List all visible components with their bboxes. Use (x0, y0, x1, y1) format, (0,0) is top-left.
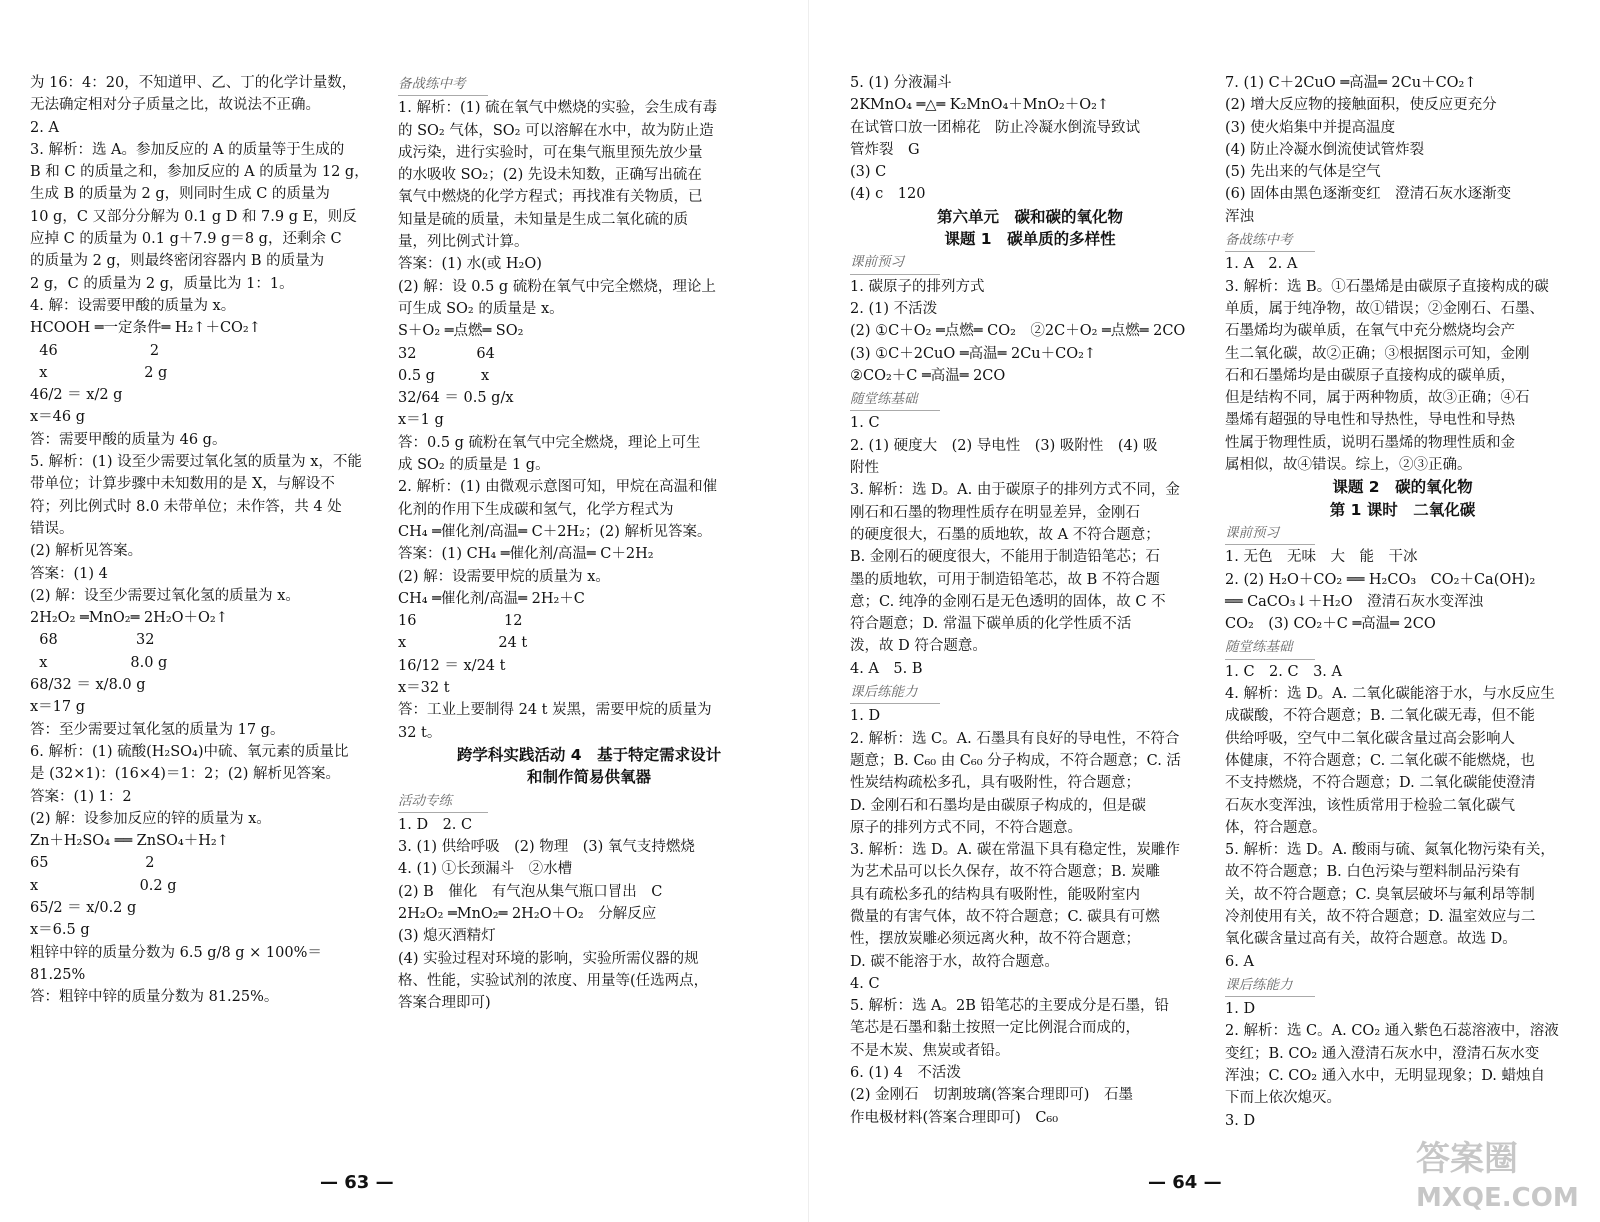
text-line: 46/2 ＝ x/2 g (30, 387, 123, 404)
text-line: 3. 解析：选 D。A. 碳在常温下具有稳定性，炭雕作 (850, 842, 1180, 859)
text-line: 6. 解析：(1) 硫酸(H₂SO₄)中硫、氧元素的质量比 (30, 743, 349, 760)
section-label: 活动专练 (398, 790, 488, 813)
text-line: 符合题意；D. 常温下碳单质的化学性质不活 (850, 616, 1132, 633)
text-line: 81.25% (30, 966, 86, 983)
text-line: x＝32 t (398, 680, 450, 697)
text-line: 符；列比例式时 8.0 未带单位；未作答，共 4 处 (30, 498, 342, 515)
text-line: D. 金刚石和石墨均是由碳原子构成的，但是碳 (850, 797, 1146, 814)
text-line: 1. A 2. A (1225, 256, 1298, 273)
text-line: (3) 使火焰集中并提高温度 (1225, 119, 1396, 136)
text-line: x 24 t (398, 635, 528, 652)
text-line: 体，符合题意。 (1225, 819, 1327, 836)
text-line: 4. (1) ①长颈漏斗 ②水槽 (398, 861, 573, 878)
text-line: (2) ①C＋O₂ ═点燃═ CO₂ ②2C＋O₂ ═点燃═ 2CO (850, 323, 1186, 340)
text-line: 无法确定相对分子质量之比，故说法不正确。 (30, 97, 320, 114)
text-line: 化剂的作用下生成碳和氢气，化学方程式为 (398, 501, 674, 518)
text-line: 68/32 ＝ x/8.0 g (30, 677, 146, 694)
text-line: 2KMnO₄ ═△═ K₂MnO₄＋MnO₂＋O₂↑ (850, 97, 1110, 114)
text-line: 是 (32×1)：(16×4)＝1：2；(2) 解析见答案。 (30, 766, 340, 783)
text-line: 下而上依次熄灭。 (1225, 1090, 1341, 1107)
watermark-text: 答案圈 (1416, 1139, 1518, 1179)
text-line: (2) 增大反应物的接触面积，使反应更充分 (1225, 97, 1497, 114)
text-line: 答案：(1) 4 (30, 565, 108, 582)
text-line: HCOOH ═一定条件═ H₂↑＋CO₂↑ (30, 320, 261, 337)
text-line: 泼，故 D 符合题意。 (850, 638, 987, 655)
text-line: 2. (1) 硬度大 (2) 导电性 (3) 吸附性 (4) 吸 (850, 437, 1158, 454)
text-line: 1. D (1225, 1001, 1256, 1018)
text-line: 答：需要甲酸的质量为 46 g。 (30, 431, 227, 448)
text-line: 笔芯是石墨和黏土按照一定比例混合而成的， (850, 1020, 1140, 1037)
text-line: 5. 解析：选 A。2B 铅笔芯的主要成分是石墨，铅 (850, 998, 1170, 1015)
text-line: CH₄ ═催化剂/高温═ 2H₂＋C (398, 590, 585, 607)
text-line: B 和 C 的质量之和，参加反应的 A 的质量为 12 g， (30, 164, 369, 181)
text-line: 石和石墨烯均是由碳原子直接构成的碳单质， (1225, 367, 1515, 384)
text-line: x 0.2 g (30, 877, 177, 894)
text-line: 2. A (30, 119, 59, 136)
text-line: 16/12 ＝ x/24 t (398, 657, 506, 674)
text-line: (3) ①C＋2CuO ═高温═ 2Cu＋CO₂↑ (850, 345, 1097, 362)
text-line: 性属于物理性质，说明石墨烯的物理性质和金 (1225, 434, 1515, 451)
text-line: 2H₂O₂ ═MnO₂═ 2H₂O＋O₂↑ (30, 610, 228, 627)
text-line: 体健康，不符合题意；C. 二氧化碳不能燃烧，也 (1225, 752, 1535, 769)
section-heading: 第 1 课时 二氧化碳 (1329, 500, 1476, 519)
text-line: 故不符合题意；B. 白色污染与塑料制品污染有 (1225, 864, 1521, 881)
text-line: 答：0.5 g 硫粉在氧气中完全燃烧，理论上可生 (398, 434, 701, 451)
text-line: 性炭结构疏松多孔，具有吸附性，符合题意； (850, 775, 1140, 792)
text-line: 浑浊 (1225, 208, 1254, 225)
section-label: 备战练中考 (398, 73, 488, 96)
text-line: 属相似，故④错误。综上，②③正确。 (1225, 457, 1472, 474)
text-line: x＝6.5 g (30, 922, 90, 939)
page-number-left: — 63 — (320, 1172, 394, 1193)
text-line: 错误。 (30, 520, 74, 537)
text-line: 65/2 ＝ x/0.2 g (30, 899, 137, 916)
text-line: 不支持燃烧，不符合题意；D. 二氧化碳能使澄清 (1225, 775, 1536, 792)
section-heading: 和制作简易供氧器 (526, 768, 651, 787)
text-line: 答：至少需要过氧化氢的质量为 17 g。 (30, 721, 285, 738)
text-line: 浑浊；C. CO₂ 通入水中，无明显现象；D. 蜡烛自 (1225, 1068, 1546, 1085)
text-line: 2. 解析：选 C。A. CO₂ 通入紫色石蕊溶液中，溶液 (1225, 1023, 1559, 1040)
text-line: (2) 金刚石 切割玻璃(答案合理即可) 石墨 (850, 1087, 1133, 1104)
text-line: 的水吸收 SO₂；(2) 先设未知数，正确写出硫在 (398, 167, 702, 184)
column-2 (398, 72, 780, 1014)
text-line: 1. 碳原子的排列方式 (850, 278, 985, 295)
text-line: CO₂ (3) CO₂＋C ═高温═ 2CO (1225, 616, 1436, 633)
text-line: 16 12 (398, 613, 523, 630)
text-line: S＋O₂ ═点燃═ SO₂ (398, 323, 524, 340)
text-line: (2) 解：设需要甲烷的质量为 x。 (398, 568, 610, 585)
text-line: 2. 解析：选 C。A. 石墨具有良好的导电性，不符合 (850, 730, 1180, 747)
text-line: 2 g，C 的质量为 2 g，质量比为 1：1。 (30, 275, 294, 292)
text-line: 具有疏松多孔的结构具有吸附性，能吸附室内 (850, 886, 1140, 903)
section-heading: 跨学科实践活动 4 基于特定需求设计 (456, 745, 722, 764)
section-label: 随堂练基础 (1225, 636, 1315, 659)
text-line: 题意；B. C₆₀ 由 C₆₀ 分子构成，不符合题意；C. 活 (850, 752, 1181, 769)
text-line: 格、性能，实验试剂的浓度、用量等(任选两点， (398, 972, 709, 989)
text-line: x＝1 g (398, 412, 444, 429)
text-line: 2H₂O₂ ═MnO₂═ 2H₂O＋O₂ 分解反应 (398, 905, 657, 922)
text-line: 生成 B 的质量为 2 g，则同时生成 C 的质量为 (30, 186, 330, 203)
page-number-right: — 64 — (1148, 1172, 1222, 1193)
text-line: 5. (1) 分液漏斗 (850, 75, 952, 91)
text-line: B. 金刚石的硬度很大，不能用于制造铅笔芯；石 (850, 549, 1160, 566)
section-label: 课后练能力 (1225, 974, 1315, 997)
text-line: Zn＋H₂SO₄ ══ ZnSO₄＋H₂↑ (30, 833, 229, 850)
text-line: 墨的质地软，可用于制造铅笔芯，故 B 不符合题 (850, 571, 1160, 588)
text-line: 5. 解析：(1) 设至少需要过氧化氢的质量为 x，不能 (30, 454, 362, 471)
text-line: (2) 解：设参加反应的锌的质量为 x。 (30, 810, 271, 827)
text-line: 意；C. 纯净的金刚石是无色透明的固体，故 C 不 (850, 593, 1166, 610)
section-heading: 第六单元 碳和碳的氧化物 (936, 207, 1123, 226)
text-line: (4) c 120 (850, 186, 926, 203)
text-line: 2. (2) H₂O＋CO₂ ══ H₂CO₃ CO₂＋Ca(OH)₂ (1225, 571, 1536, 588)
text-line: 的硬度很大，石墨的质地软，故 A 不符合题意； (850, 526, 1160, 543)
section-label: 课后练能力 (850, 681, 940, 704)
text-line: 46 2 (30, 342, 160, 359)
text-line: 关，故不符合题意；C. 臭氧层破坏与氟利昂等制 (1225, 886, 1535, 903)
text-line: 答案：(1) 水(或 H₂O) (398, 256, 542, 273)
text-line: 氧气中燃烧的化学方程式；再找准有关物质，已 (398, 189, 703, 206)
text-line: 5. 解析：选 D。A. 酸雨与硫、氮氧化物污染有关， (1225, 842, 1555, 859)
text-line: 变红；B. CO₂ 通入澄清石灰水中，澄清石灰水变 (1225, 1045, 1540, 1062)
text-line: 附性 (850, 460, 879, 477)
text-line: 3. 解析：选 B。①石墨烯是由碳原子直接构成的碳 (1225, 278, 1549, 295)
text-line: ②CO₂＋C ═高温═ 2CO (850, 367, 1006, 384)
text-line: 2. (1) 不活泼 (850, 300, 938, 317)
text-line: 单质，属于纯净物，故①错误；②金刚石、石墨、 (1225, 300, 1544, 317)
text-line: 1. C (850, 415, 880, 432)
column-4 (1225, 72, 1580, 1132)
text-line: 10 g，C 又部分分解为 0.1 g D 和 7.9 g E，则反 (30, 208, 357, 225)
text-line: 知量是硫的质量，未知量是生成二氧化硫的质 (398, 211, 688, 228)
text-line: 的 SO₂ 气体，SO₂ 可以溶解在水中，故为防止造 (398, 122, 714, 139)
text-line: 3. 解析：选 A。参加反应的 A 的质量等于生成的 (30, 141, 345, 158)
text-line: 65 2 (30, 855, 155, 872)
text-line: 答案合理即可) (398, 995, 491, 1012)
text-line: 应掉 C 的质量为 0.1 g＋7.9 g＝8 g，还剩余 C (30, 231, 342, 248)
text-line: 1. D (850, 708, 881, 725)
page-fold (808, 0, 809, 1222)
text-line: (4) 防止冷凝水倒流使试管炸裂 (1225, 141, 1425, 158)
section-label: 随堂练基础 (850, 388, 940, 411)
text-line: 成污染，进行实验时，可在集气瓶里预先放少量 (398, 144, 703, 161)
text-line: 32 64 (398, 345, 495, 362)
text-line: 3. 解析：选 D。A. 由于碳原子的排列方式不同，金 (850, 482, 1180, 499)
text-line: 6. (1) 4 不活泼 (850, 1065, 961, 1082)
text-line: 刚石和石墨的物理性质存在明显差异，金刚石 (850, 504, 1140, 521)
text-line: (2) 解：设至少需要过氧化氢的质量为 x。 (30, 587, 300, 604)
text-line: 4. 解析：选 D。A. 二氧化碳能溶于水，与水反应生 (1225, 686, 1555, 703)
text-line: 4. C (850, 975, 880, 992)
text-line: 生二氧化碳，故②正确；③根据图示可知，金刚 (1225, 345, 1530, 362)
text-line: 管炸裂 G (850, 141, 920, 158)
text-line: 石墨烯均为碳单质，在氧气中充分燃烧均会产 (1225, 323, 1515, 340)
text-line: 68 32 (30, 632, 155, 649)
section-heading: 课题 2 碳的氧化物 (1332, 478, 1473, 497)
text-line: (5) 先出来的气体是空气 (1225, 164, 1381, 181)
text-line: 冷剂使用有关，故不符合题意；D. 温室效应与二 (1225, 908, 1536, 925)
section-label: 备战练中考 (1225, 229, 1315, 252)
text-line: 带单位；计算步骤中未知数用的是 X，与解设不 (30, 476, 335, 493)
text-line: 作电极材料(答案合理即可) C₆₀ (850, 1109, 1059, 1126)
text-line: 1. 无色 无味 大 能 干冰 (1225, 549, 1418, 566)
text-line: x 2 g (30, 364, 168, 381)
text-line: 不是木炭、焦炭或者铅。 (850, 1042, 1010, 1059)
text-line: CH₄ ═催化剂/高温═ C＋2H₂；(2) 解析见答案。 (398, 523, 712, 540)
text-line: (2) B 催化 有气泡从集气瓶口冒出 C (398, 883, 663, 900)
text-line: 供给呼吸，空气中二氧化碳含量过高会影响人 (1225, 730, 1515, 747)
text-line: 3. D (1225, 1112, 1256, 1129)
text-line: 在试管口放一团棉花 防止冷凝水倒流导致试 (850, 119, 1140, 136)
text-line: (3) 熄灭酒精灯 (398, 928, 496, 945)
svg-text:MXQE.COM: MXQE.COM (1416, 1183, 1579, 1213)
text-line: 墨烯有超强的导电性和导热性，导电性和导热 (1225, 412, 1515, 429)
text-line: 答案：(1) 1：2 (30, 788, 132, 805)
text-line: D. 碳不能溶于水，故符合题意。 (850, 953, 1059, 970)
text-line: 的质量为 2 g，则最终密闭容器内 B 的质量为 (30, 253, 325, 270)
text-line: 为艺术品可以长久保存，故不符合题意；B. 炭雕 (850, 864, 1160, 881)
watermark-logo (1408, 1130, 1588, 1215)
text-line: 1. D 2. C (398, 816, 473, 833)
text-line: 0.5 g x (398, 367, 490, 384)
text-line: 2. 解析：(1) 由微观示意图可知，甲烷在高温和催 (398, 479, 718, 496)
text-line: 微量的有害气体，故不符合题意；C. 碳具有可燃 (850, 908, 1160, 925)
text-line: 为 16：4：20，不知道甲、乙、丁的化学计量数， (30, 75, 357, 91)
text-line: 3. (1) 供给呼吸 (2) 物理 (3) 氧气支持燃烧 (398, 839, 695, 856)
section-label: 课前预习 (1225, 522, 1315, 545)
text-line: (3) C (850, 164, 887, 181)
text-line: 石灰水变浑浊，该性质常用于检验二氧化碳气 (1225, 797, 1515, 814)
column-1 (30, 72, 400, 1008)
text-line: 氧化碳含量过高有关，故符合题意。故选 D。 (1225, 931, 1517, 948)
text-line: 4. 解：设需要甲酸的质量为 x。 (30, 297, 236, 314)
section-label: 课前预习 (850, 251, 940, 274)
text-line: 32 t。 (398, 724, 442, 741)
text-line: ══ CaCO₃↓＋H₂O 澄清石灰水变浑浊 (1225, 593, 1484, 610)
text-line: (2) 解：设 0.5 g 硫粉在氧气中完全燃烧，理论上 (398, 278, 716, 295)
text-line: 1. 解析：(1) 硫在氧气中燃烧的实验，会生成有毒 (398, 100, 718, 117)
text-line: 答案：(1) CH₄ ═催化剂/高温═ C＋2H₂ (398, 546, 654, 563)
text-line: 4. A 5. B (850, 660, 923, 677)
text-line: 可生成 SO₂ 的质量是 x。 (398, 300, 564, 317)
text-line: x＝46 g (30, 409, 86, 426)
text-line: x＝17 g (30, 699, 86, 716)
text-line: 答：粗锌中锌的质量分数为 81.25%。 (30, 989, 279, 1006)
text-line: 量，列比例式计算。 (398, 234, 529, 251)
text-line: (4) 实验过程对环境的影响，实验所需仪器的规 (398, 950, 699, 967)
column-3 (850, 72, 1210, 1129)
text-line: x 8.0 g (30, 654, 168, 671)
text-line: 原子的排列方式不同，不符合题意。 (850, 819, 1082, 836)
text-line: 答：工业上要制得 24 t 炭黑，需要甲烷的质量为 (398, 702, 712, 719)
text-line: 性，摆放炭雕必须远离火种，故不符合题意； (850, 931, 1140, 948)
text-line: 32/64 ＝ 0.5 g/x (398, 390, 514, 407)
text-line: 1. C 2. C 3. A (1225, 663, 1342, 680)
text-line: 6. A (1225, 953, 1254, 970)
text-line: 粗锌中锌的质量分数为 6.5 g/8 g × 100%＝ (30, 944, 322, 961)
text-line: 但是结构不同，属于两种物质，故③正确；④石 (1225, 390, 1530, 407)
section-heading: 课题 1 碳单质的多样性 (944, 230, 1116, 249)
text-line: (2) 解析见答案。 (30, 543, 143, 560)
text-line: 成 SO₂ 的质量是 1 g。 (398, 457, 550, 474)
text-line: 成碳酸，不符合题意；B. 二氧化碳无毒，但不能 (1225, 708, 1535, 725)
text-line: 7. (1) C＋2CuO ═高温═ 2Cu＋CO₂↑ (1225, 75, 1477, 91)
text-line: (6) 固体由黑色逐渐变红 澄清石灰水逐渐变 (1225, 186, 1512, 203)
